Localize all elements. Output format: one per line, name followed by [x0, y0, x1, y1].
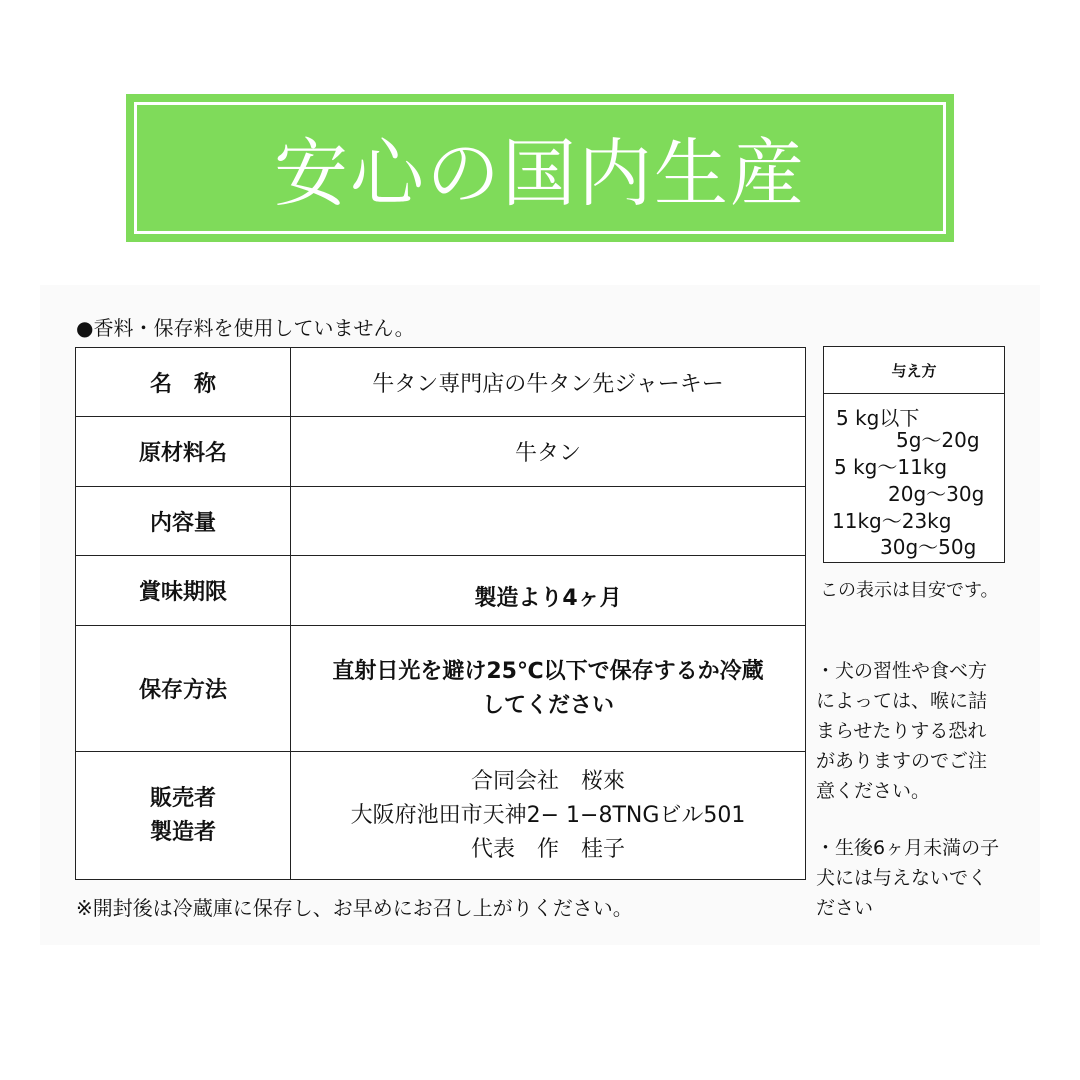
seller-address: 大阪府池田市天神2− 1−8TNGビル501 [350, 802, 746, 828]
puppy-warning [816, 833, 999, 923]
guide-disclaimer: この表示は目安です。 [820, 580, 999, 601]
table-row [76, 348, 806, 417]
warning-line: 犬には与えないでく [816, 867, 988, 889]
ingredients-label: 原材料名 [76, 417, 291, 487]
content-value [291, 487, 806, 556]
warning-line: まらせたりする恐れ [816, 720, 987, 742]
ingredients-value: 牛タン [291, 417, 806, 487]
feeding-weight-3: 11kg〜23kg [832, 509, 952, 533]
storage-line-2: してください [481, 692, 614, 718]
feeding-amount-2: 20g〜30g [888, 482, 985, 506]
feeding-weight-1: 5 kg以下 [836, 406, 920, 430]
storage-label: 保存方法 [76, 626, 291, 752]
name-value: 牛タン専門店の牛タン先ジャーキー [291, 348, 806, 417]
seller-label-1: 販売者 [149, 785, 216, 811]
content-label: 内容量 [76, 487, 291, 556]
table-row [76, 626, 806, 752]
storage-line-1: 直射日光を避け25℃以下で保存するか冷蔵 [332, 658, 764, 684]
seller-value [291, 752, 806, 880]
title-banner [126, 94, 954, 242]
warning-line: によっては、喉に詰 [816, 690, 988, 712]
seller-label-2: 製造者 [149, 819, 216, 845]
best-before-value: 製造より4ヶ月 [291, 556, 806, 626]
banner-title: 安心の国内生産 [274, 131, 806, 217]
choking-warning [816, 656, 987, 806]
warning-line: ・生後6ヶ月未満の子 [816, 837, 1000, 859]
feeding-weight-2: 5 kg〜11kg [834, 455, 948, 479]
storage-value [291, 626, 806, 752]
feeding-guide-box [823, 346, 1005, 563]
warning-line: ・犬の習性や食べ方 [816, 660, 988, 682]
best-before-label: 賞味期限 [76, 556, 291, 626]
feeding-guide-title: 与え方 [824, 347, 1004, 394]
feeding-amount-1: 5g〜20g [896, 428, 980, 452]
name-label: 名 称 [76, 348, 291, 417]
feeding-amount-3: 30g〜50g [880, 535, 977, 559]
storage-after-opening-note: ※開封後は冷蔵庫に保存し、お早めにお召し上がりください。 [76, 896, 633, 920]
warning-line: 意ください。 [816, 780, 931, 802]
warning-line: ださい [816, 897, 874, 919]
seller-label [76, 752, 291, 880]
table-row [76, 556, 806, 626]
banner-frame [134, 102, 946, 234]
table-row [76, 487, 806, 556]
seller-representative: 代表 作 桂子 [470, 836, 625, 862]
no-additives-note: ●香料・保存料を使用していません。 [76, 316, 415, 340]
table-row [76, 417, 806, 487]
warning-line: がありますのでご注 [816, 750, 988, 772]
table-row [76, 752, 806, 880]
product-spec-table [75, 347, 806, 880]
seller-company: 合同会社 桜來 [470, 768, 625, 794]
